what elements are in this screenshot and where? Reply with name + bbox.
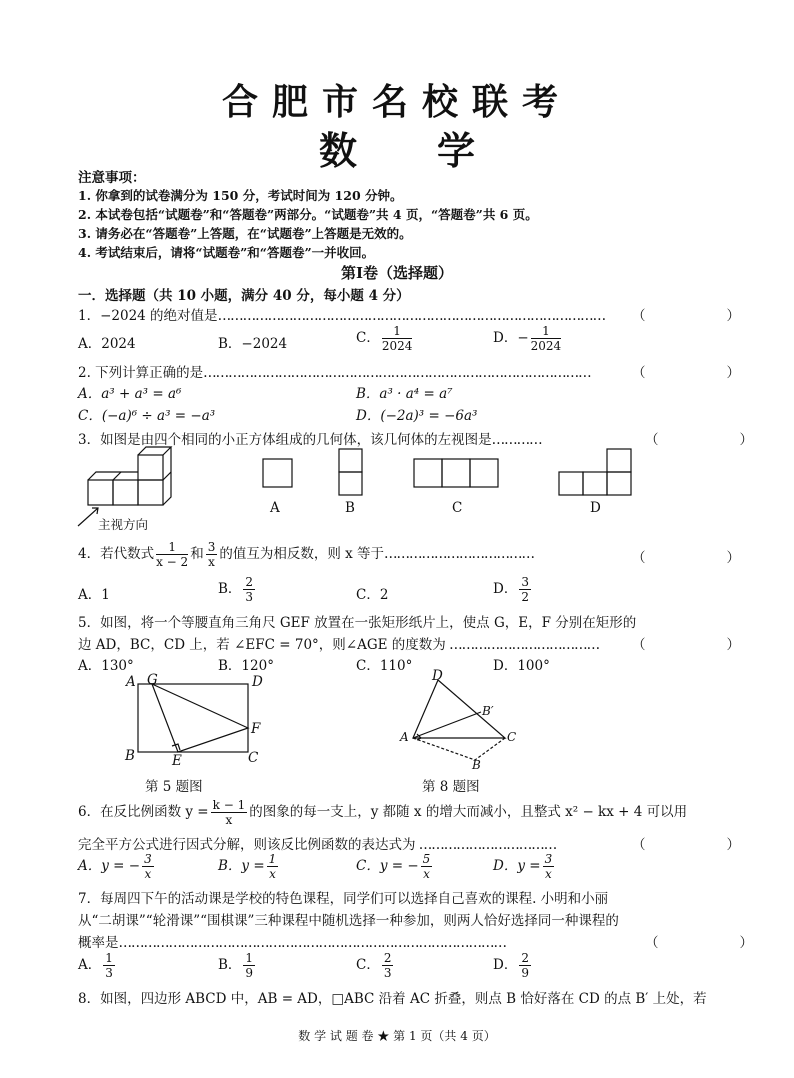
q4-option-d: D． $\frac{3}{2}$ <box>493 575 529 604</box>
q4-stem: 4．若代数式 $\frac{1}{x - 2}$ 和 $\frac{3}{x}$ 的值互为相反数，则 x 等于……………………………… <box>78 540 535 569</box>
notes-heading: 注意事项： <box>78 170 146 186</box>
fig5-label-b: B <box>125 748 135 764</box>
q1-stem: 1．−2024 的绝对值是………………………………………………………………………………… <box>78 308 606 324</box>
q5-answer-paren: （ ） <box>632 637 740 653</box>
q5-option-d: D．100° <box>493 658 550 674</box>
fig5-label-e: E <box>172 753 182 769</box>
q5-stem-line2: 边 AD，BC，CD 上，若 ∠EFC = 70°，则∠AGE 的度数为 ……………………………… <box>78 637 600 653</box>
note-item-1: 1. 你拿到的试卷满分为 150 分，考试时间为 120 分钟。 <box>78 188 403 203</box>
q7-option-b: B． $\frac{1}{9}$ <box>218 951 254 980</box>
q4-option-b: B． $\frac{2}{3}$ <box>218 575 254 604</box>
q7-stem-line2: 从“二胡课”“轮滑课”“围棋课”三种课程中随机选择一种参加，则两人恰好选择同一种课程的 <box>78 913 619 929</box>
q3-stem: 3．如图是由四个相同的小正方体组成的几何体，该几何体的左视图是………… <box>78 432 542 448</box>
exam-title: 合肥市名校联考 <box>221 81 572 123</box>
q7-option-c: C． $\frac{2}{3}$ <box>356 951 392 980</box>
q3-option-b-figure <box>338 448 364 496</box>
q3-answer-paren: （ ） <box>645 432 753 448</box>
q6-stem-line2: 完全平方公式进行因式分解，则该反比例函数的表达式为 …………………………… <box>78 837 557 853</box>
fig5-label-c: C <box>248 750 259 766</box>
q4-answer-paren: （ ） <box>632 550 740 566</box>
q7-stem-line3: 概率是………………………………………………………………………………… <box>78 935 506 951</box>
q2-option-c: C．(−a)⁶ ÷ a³ = −a³ <box>78 408 216 424</box>
fig8-label-b-prime: B′ <box>482 704 494 718</box>
q3-option-d-figure <box>558 448 633 496</box>
q7-option-d: D． $\frac{2}{9}$ <box>493 951 529 980</box>
q8-stem-line1: 8．如图，四边形 ABCD 中，AB = AD，□ABC 沿着 AC 折叠，则点 B 恰好落在 CD 的点 B′ 上处，若 <box>78 991 707 1007</box>
fig5-caption: 第 5 题图 <box>145 779 203 795</box>
q3-label-d: D <box>590 500 601 516</box>
q2-answer-paren: （ ） <box>632 365 740 381</box>
q1-option-b: B．−2024 <box>218 336 288 352</box>
fig5-label-d: D <box>252 674 263 690</box>
q6-option-a: A．y = − $\frac{3}{x}$ <box>78 852 152 881</box>
fig5-label-g: G <box>147 672 158 688</box>
subject-title: 数学 <box>318 128 555 173</box>
q6-option-b: B．y = $\frac{1}{x}$ <box>218 852 277 881</box>
part-heading: 一．选择题（共 10 小题，满分 40 分，每小题 4 分） <box>78 288 410 304</box>
q2-option-d: D．(−2a)³ = −6a³ <box>356 408 478 424</box>
q4-option-c: C．2 <box>356 587 389 603</box>
q3-label-a: A <box>270 500 280 516</box>
q5-option-a: A．130° <box>78 658 134 674</box>
q7-stem-line1: 7．每周四下午的活动课是学校的特色课程，同学们可以选择自己喜欢的课程. 小明和小丽 <box>78 891 609 907</box>
fig8-caption: 第 8 题图 <box>422 779 480 795</box>
q3-label-b: B <box>345 500 355 516</box>
fig8-quadrilateral-diagram <box>405 672 525 767</box>
q5-option-b: B．120° <box>218 658 274 674</box>
q1-option-c: C． $\frac{1}{2024}$ <box>356 324 413 353</box>
note-item-4: 4. 考试结束后，请将“试题卷”和“答题卷”一并收回。 <box>78 245 375 260</box>
q3-option-c-figure <box>413 458 499 488</box>
q4-option-a: A．1 <box>78 587 110 603</box>
q1-option-a: A．2024 <box>78 336 136 352</box>
q2-option-a: A．a³ + a³ = a⁶ <box>78 386 182 402</box>
q2-stem: 2. 下列计算正确的是………………………………………………………………………………… <box>78 365 591 381</box>
fig5-label-a: A <box>126 674 136 690</box>
q6-option-d: D．y = $\frac{3}{x}$ <box>493 852 553 881</box>
note-item-2: 2. 本试卷包括“试题卷”和“答题卷”两部分。“试题卷”共 4 页，“答题卷”共 6 页。 <box>78 207 538 222</box>
fig8-label-c: C <box>507 730 517 744</box>
page-footer: 数 学 试 题 卷 ★ 第 1 页（共 4 页） <box>298 1029 496 1043</box>
q6-stem-line1: 6．在反比例函数 y = $\frac{k - 1}{x}$ 的图象的每一支上，y 都随 x 的增大而减小，且整式 x² − kx + 4 可以用 <box>78 798 688 827</box>
q1-answer-paren: （ ） <box>632 308 740 324</box>
fig8-label-d: D <box>432 668 443 684</box>
fig5-rectangle-diagram <box>138 684 250 754</box>
q6-answer-paren: （ ） <box>632 837 740 853</box>
q7-answer-paren: （ ） <box>645 935 753 951</box>
q6-option-c: C．y = − $\frac{5}{x}$ <box>356 852 431 881</box>
q3-view-direction-caption: 主视方向 <box>98 517 149 532</box>
note-item-3: 3. 请务必在“答题卷”上答题，在“试题卷”上答题是无效的。 <box>78 226 412 241</box>
q3-option-a-figure <box>262 458 294 488</box>
q5-stem-line1: 5．如图，将一个等腰直角三角尺 GEF 放置在一张矩形纸片上，使点 G，E，F 分别在矩形的 <box>78 615 637 631</box>
fig8-label-a: A <box>400 730 409 744</box>
q3-label-c: C <box>452 500 463 516</box>
section-title: 第Ⅰ卷（选择题） <box>340 264 454 282</box>
fig5-label-f: F <box>251 721 261 737</box>
q1-option-d: D．− $\frac{1}{2024}$ <box>493 324 562 353</box>
fig8-label-b: B <box>472 758 481 772</box>
q2-option-b: B．a³ · a⁴ = a⁷ <box>356 386 453 402</box>
q7-option-a: A． $\frac{1}{3}$ <box>78 951 113 980</box>
q5-option-c: C．110° <box>356 658 413 674</box>
